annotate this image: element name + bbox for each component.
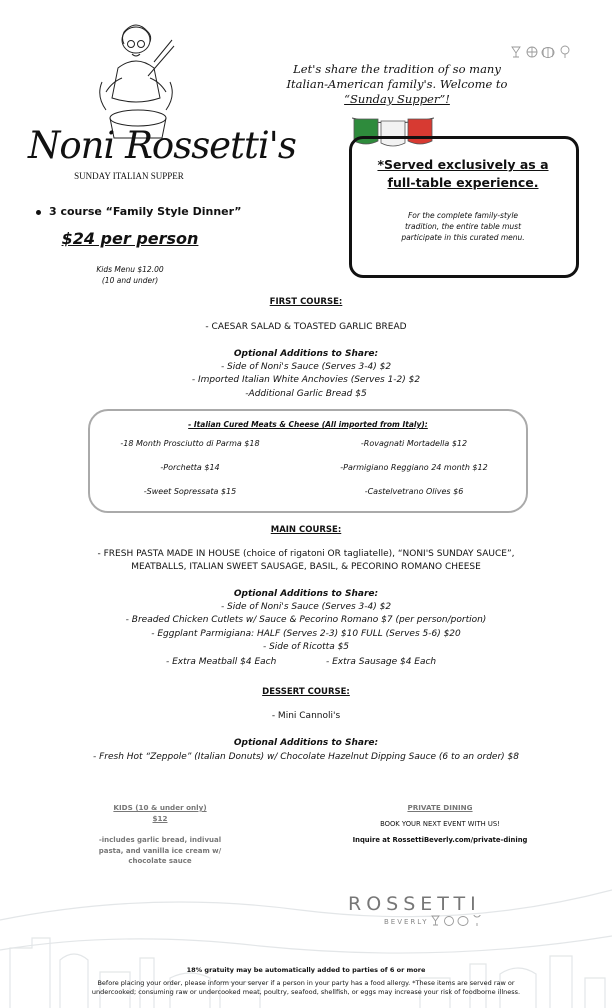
first-course-optional-list [0,361,612,401]
main-course-optional-list [0,601,612,654]
tree-icon [474,915,481,926]
welcome-line-3: “Sunday Supper”! [344,92,450,106]
restaurant-icons [510,45,574,59]
kids-menu-age: (10 and under) [101,276,159,285]
first-course-item: - CAESAR SALAD & TOASTED GARLIC BREAD [205,322,407,332]
notice-title-line-2: full-table experience. [387,175,539,190]
cured-item: -Porchetta $14 [160,463,220,472]
dessert-course-heading: DESSERT COURSE: [262,687,350,697]
first-course-option: -Additional Garlic Bread $5 [245,388,367,399]
brand-icons [431,915,487,927]
welcome-line-2: Italian-American family's. Welcome to [286,77,508,91]
first-course-option: - Imported Italian White Anchovies (Serves 1-2) $2 [191,375,421,386]
extra-sausage: - Extra Sausage $4 Each [326,657,437,667]
cured-meats-heading: - Italian Cured Meats & Cheese (All imported from Italy): [188,420,428,429]
private-dining-link[interactable]: Inquire at RossettiBeverly.com/private-dining [352,836,528,844]
kids-section-price: $12 [152,814,168,823]
main-course-optional-heading: Optional Additions to Share: [233,589,379,599]
price-per-person: $24 per person [61,229,199,248]
noni-illustration [88,22,184,140]
cured-item: -18 Month Prosciutto di Parma $18 [120,439,260,448]
rossetti-brand-logo: ROSSETTI [348,893,481,915]
main-course-item-line-2: MEATBALLS, ITALIAN SWEET SAUSAGE, BASIL, & PECORINO ROMANO CHEESE [131,562,481,572]
notice-body: For the complete family-style tradition, the entire table must participate in this curated menu. [401,211,525,242]
citrus-icon [527,47,537,57]
pumpkin-icon [458,917,468,926]
bullet-text: 3 course “Family Style Dinner” [49,205,242,218]
main-course-heading: MAIN COURSE: [270,525,342,535]
logo-tagline: SUNDAY ITALIAN SUPPER [74,171,184,181]
kids-menu-note [80,264,180,286]
tree-icon [561,46,569,58]
kids-section-desc: -includes garlic bread, indivual pasta, and vanilla ice cream w/ chocolate sauce [98,836,222,865]
first-course-heading: FIRST COURSE: [269,297,343,307]
kids-section [96,803,224,867]
wine-glass-icon [512,47,520,57]
family-style-bullet [36,205,241,218]
gratuity-note: 18% gratuity may be automatically added to parties of 6 or more [186,966,426,974]
dessert-course-item: - Mini Cannoli's [271,711,341,721]
notice-title-line-1: *Served exclusively as a [377,157,549,172]
cured-item: -Rovagnati Mortadella $12 [360,439,468,448]
main-course-option: - Breaded Chicken Cutlets w/ Sauce & Pecorino Romano $7 (per person/portion) [125,615,487,626]
cured-item: -Castelvetrano Olives $6 [364,487,464,496]
main-course-item-line-1: - FRESH PASTA MADE IN HOUSE (choice of rigatoni OR tagliatelle), “NONI'S SUNDAY SAUCE”, [97,549,515,559]
dessert-optional-heading: Optional Additions to Share: [233,738,379,748]
first-course-optional-heading: Optional Additions to Share: [233,349,379,359]
welcome-line-1: Let's share the tradition of so many [293,62,501,76]
allergy-note [0,979,612,997]
cured-item: -Sweet Sopressata $15 [143,487,237,496]
private-dining [340,803,540,844]
wine-glass-icon [432,916,439,925]
welcome-message [262,62,532,107]
noni-rossetti-logo: Noni Rossetti's [28,124,296,167]
extra-meatball: - Extra Meatball $4 Each [166,657,277,667]
pumpkin-icon [542,48,554,58]
main-course-option: - Side of Ricotta $5 [262,641,350,652]
beverly-brand-sub: BEVERLY [384,918,429,926]
main-course-option: - Side of Noni's Sauce (Serves 3-4) $2 [220,602,392,612]
main-course-item [0,548,612,574]
allergy-note-line-1: Before placing your order, please inform your server if a person in your party has a food allergy. *These items are served raw or [97,979,515,987]
cured-item: -Parmigiano Reggiano 24 month $12 [340,463,488,472]
private-dining-line-1: BOOK YOUR NEXT EVENT WITH US! [380,820,500,828]
allergy-note-line-2: undercooked; consuming raw or undercooked meat, poultry, seafood, shellfish, or eggs may increase your risk of foodborne illness. [91,988,521,996]
kids-menu-price: Kids Menu $12.00 [96,265,164,274]
notice-title [370,156,556,192]
first-course-option: - Side of Noni's Sauce (Serves 3-4) $2 [220,362,392,372]
kids-section-heading: KIDS (10 & under only) [113,803,207,812]
dessert-option: - Fresh Hot “Zeppole” (Italian Donuts) w/ Chocolate Hazelnut Dipping Sauce (6 to an order) $8 [93,752,519,762]
main-course-option: - Eggplant Parmigiana: HALF (Serves 2-3) $10 FULL (Serves 5-6) $20 [151,628,461,639]
private-dining-heading: PRIVATE DINING [407,803,473,812]
citrus-icon [445,917,454,926]
